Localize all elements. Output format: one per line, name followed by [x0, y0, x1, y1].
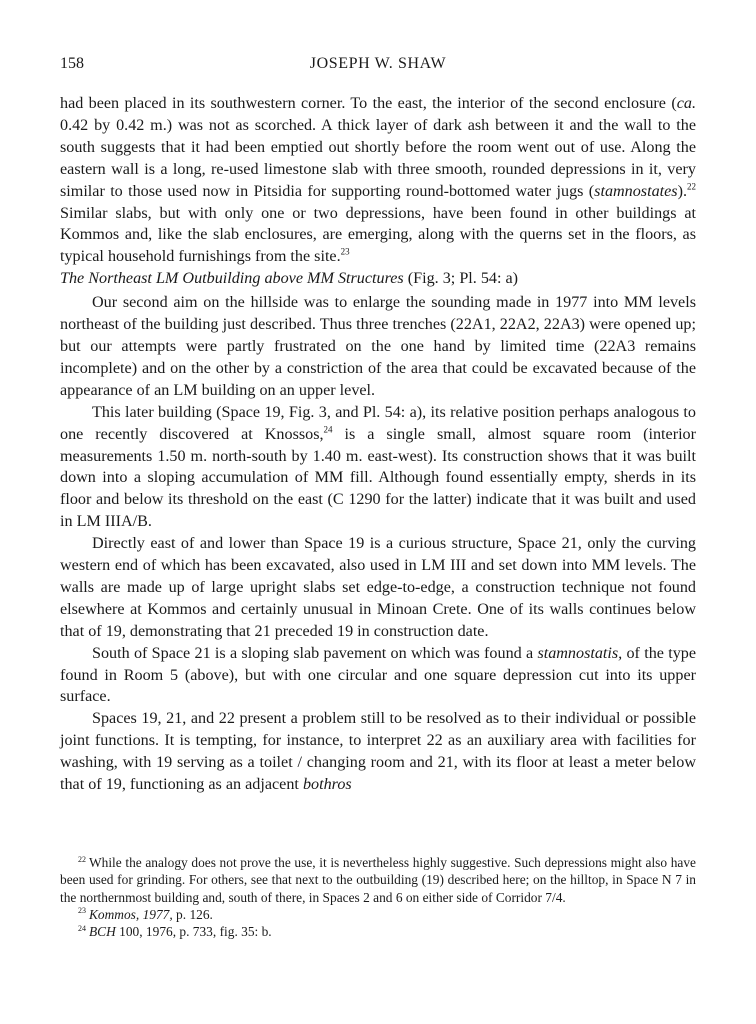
footnote-ref-23[interactable]: 23	[340, 246, 350, 257]
italic-run: bothros	[302, 776, 352, 794]
paragraph-2: Our second aim on the hillside was to enlarge the sounding made in 1977 into MM levels northeast of the building just described. Thus three trenches (22A1, 22A2, 22A3) were opened up; but our attempts were partly frustrated on the one hand by limited time (22A3 remains incomplete) and on the other by a constriction of the area that could be excavated because of the appearance of an LM building on an upper level.	[60, 294, 696, 399]
italic-run: stamnostates	[594, 182, 678, 200]
page-number: 158	[60, 55, 84, 72]
footnote-number: 23	[78, 906, 86, 916]
paragraph-1	[60, 93, 696, 268]
text-run: Similar slabs, but with only one or two depressions, have been found in other buildings at Kommos and, like the slab enclosures, are emerging, along with the querns set in the floors, as typical household furnishings from the site.	[60, 204, 696, 266]
italic-run: stamnostatis,	[537, 644, 623, 662]
body-text	[60, 93, 696, 796]
footnote-text: p. 126.	[172, 906, 213, 922]
paragraph-5	[60, 643, 696, 709]
italic-run: ca.	[676, 95, 696, 112]
page-header	[60, 52, 696, 76]
text-run: This later building (Space 19, Fig. 3, and Pl. 54: a), its relative position perhaps analogous to one recently discovered at Knossos,	[60, 403, 696, 443]
footnote-ref-24[interactable]: 24	[323, 424, 333, 435]
text-run: of the type found in Room 5 (above), but with one circular and one square depression cut into its upper surface.	[60, 644, 696, 706]
paragraph-3	[60, 402, 696, 533]
footnotes	[60, 854, 696, 940]
text-run: ).	[677, 182, 687, 200]
footnote-citation: Kommos, 1977,	[89, 906, 173, 922]
footnote-number: 24	[78, 923, 86, 933]
footnote-24	[60, 923, 696, 940]
footnote-number: 22	[78, 854, 86, 864]
section-heading	[60, 268, 696, 290]
footnote-citation: BCH	[89, 924, 116, 940]
footnote-23	[60, 906, 696, 923]
footnote-text: 100, 1976, p. 733, fig. 35: b.	[115, 924, 272, 940]
running-head: JOSEPH W. SHAW	[309, 55, 447, 72]
text-run: had been placed in its southwestern corner. To the east, the interior of the second enclosure (	[60, 95, 677, 112]
text-run: Spaces 19, 21, and 22 present a problem still to be resolved as to their individual or possible joint functions. It is tempting, for instance, to interpret 22 as an auxiliary area with facilities for washing, with 19 serving as a toilet / changing room and 21, with its floor at least a meter below that of 19, functioning as an adjacent	[60, 710, 696, 794]
paragraph-4: Directly east of and lower than Space 19 is a curious structure, Space 21, only the curving western end of which has been excavated, also used in LM III and set down into MM levels. The walls are made up of large upright slabs set edge-to-edge, a construction technique not found elsewhere at Kommos and certainly unusual in Minoan Crete. One of its walls continues below that of 19, demonstrating that 21 preceded 19 in construction date.	[60, 535, 696, 640]
footnote-text: While the analogy does not prove the use, it is nevertheless highly suggestive. Such depressions might also have been used for grinding. For others, see that next to the outbuilding (19) described here; on the hilltop, in Space N 7 in the northernmost building and, south of there, in Spaces 2 and 6 on either side of Corridor 7/4.	[60, 855, 696, 905]
text-run: 0.42 by 0.42 m.) was not as scorched. A thick layer of dark ash between it and the wall to the south suggests that it had been emptied out shortly before the room went out of use. Along the eastern wall is a long, re-used limestone slab with three smooth, rounded depressions in it, very similar to those used now in Pitsidia for supporting round-bottomed water jugs (	[60, 116, 696, 200]
section-heading-title: The Northeast LM Outbuilding above MM Structures	[60, 270, 404, 288]
text-run: South of Space 21 is a sloping slab pavement on which was found a	[92, 644, 538, 662]
paragraph-6	[60, 708, 696, 796]
footnote-ref-22[interactable]: 22	[687, 181, 696, 192]
section-heading-refs: (Fig. 3; Pl. 54: a)	[403, 270, 519, 288]
footnote-22	[60, 854, 696, 906]
text-run: is a single small, almost square room (interior measurements 1.50 m. north-south by 1.40 m. east-west). Its construction shows that it was built down into a sloping accumulation of MM fill. Although found essentially empty, sherds in its floor and below its threshold on the east (C 1290 for the latter) indicate that it was built and used in LM IIIA/B.	[60, 425, 697, 531]
